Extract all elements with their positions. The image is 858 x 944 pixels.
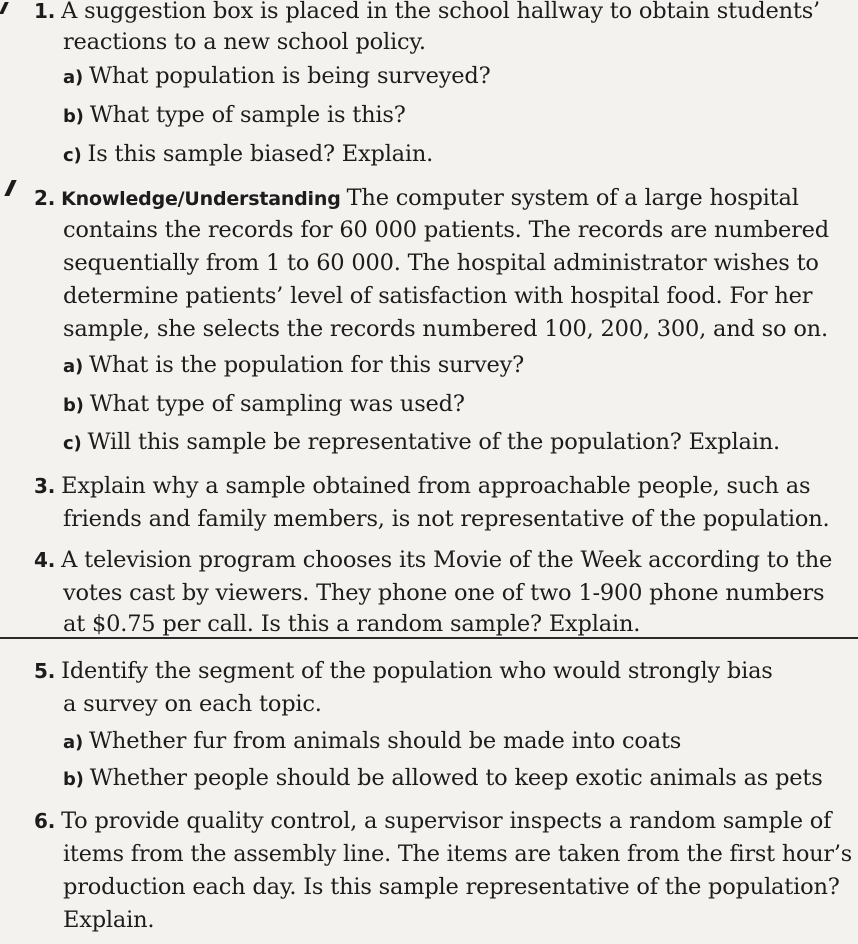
question-4-line-2: votes cast by viewers. They phone one of two 1-900 phone numbers: [63, 580, 825, 606]
question-6-line-2: items from the assembly line. The items are taken from the first hour’s: [63, 841, 852, 867]
question-5-line-1: 5. Identify the segment of the population who would strongly bias: [34, 658, 773, 684]
question-1-part-b: b) What type of sample is this?: [63, 102, 406, 128]
question-1-line-2: reactions to a new school policy.: [63, 29, 426, 55]
question-2-part-c: c) Will this sample be representative of the population? Explain.: [63, 429, 780, 455]
margin-tick-mark: [4, 180, 16, 196]
question-6-number: 6.: [34, 809, 56, 833]
horizontal-rule: [0, 637, 858, 639]
question-2-line-1: 2. Knowledge/Understanding The computer system of a large hospital: [34, 185, 799, 211]
question-3-line-2: friends and family members, is not representative of the population.: [63, 506, 830, 532]
question-5-part-a: a) Whether fur from animals should be made into coats: [63, 728, 682, 754]
question-4-number: 4.: [34, 548, 56, 572]
question-2-line-2: contains the records for 60 000 patients. The records are numbered: [63, 217, 829, 243]
question-2-part-b: b) What type of sampling was used?: [63, 391, 465, 417]
question-2-line-5: sample, she selects the records numbered 100, 200, 300, and so on.: [63, 316, 828, 342]
question-6-line-3: production each day. Is this sample representative of the population?: [63, 874, 840, 900]
question-5-line-2: a survey on each topic.: [63, 691, 322, 717]
question-2-number: 2.: [34, 186, 56, 210]
question-2-line-3: sequentially from 1 to 60 000. The hospital administrator wishes to: [63, 250, 819, 276]
margin-tick-mark: [0, 2, 9, 14]
question-5-number: 5.: [34, 659, 56, 683]
question-2-heading: Knowledge/Understanding: [61, 188, 341, 210]
question-1-part-a: a) What population is being surveyed?: [63, 63, 491, 89]
question-6-line-1: 6. To provide quality control, a supervisor inspects a random sample of: [34, 808, 832, 834]
question-2-part-a: a) What is the population for this survey?: [63, 352, 524, 378]
question-3-number: 3.: [34, 474, 56, 498]
question-1-number: 1.: [34, 0, 56, 23]
question-1-part-c: c) Is this sample biased? Explain.: [63, 141, 434, 167]
question-4-line-3: at $0.75 per call. Is this a random sample? Explain.: [63, 611, 641, 637]
question-5-part-b: b) Whether people should be allowed to keep exotic animals as pets: [63, 765, 823, 791]
question-4-line-1: 4. A television program chooses its Movie of the Week according to the: [34, 547, 833, 573]
question-2-line-4: determine patients’ level of satisfaction with hospital food. For her: [63, 283, 813, 309]
question-1-line-1: 1. A suggestion box is placed in the school hallway to obtain students’: [34, 0, 820, 24]
question-6-line-4: Explain.: [63, 907, 155, 933]
question-3-line-1: 3. Explain why a sample obtained from approachable people, such as: [34, 473, 811, 499]
